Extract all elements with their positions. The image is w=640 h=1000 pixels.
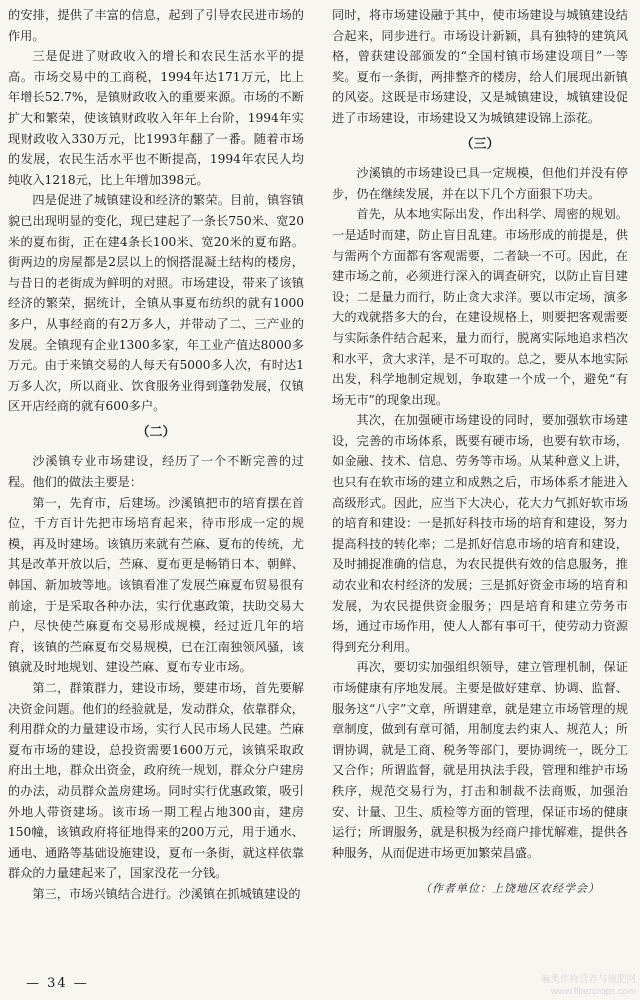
paragraph: 首先，从本地实际出发，作出科学、周密的规划。一是适时而建，防止盲目乱建。市场形成的前提是，供与需两个方面都有客观需要，二者缺一不可。因此，在建市场之前，必须进行深入的调查研究，以防止盲目建设；二是量力而行，防止贪大求洋。要以市定场，演多大的戏就搭多大的台，在建设规格上，则要把客观需要与实际条件结合起来，量力而行，脱离实际地追求档次和水平，贪大求洋，是不可取的。总之，要从本地实际出发，科学地制定规划，争取建一个成一个，避免“有场无市”的现象出现。 bbox=[332, 207, 628, 407]
section-heading: （二） bbox=[136, 424, 176, 440]
watermark-title: 麻类作物营养与施肥网 bbox=[540, 974, 636, 985]
paragraph: 沙溪镇的市场建设已具一定规模，但他们并没有停步，仍在继续发展，并在以下几个方面狠下功夫。 bbox=[332, 166, 628, 201]
watermark bbox=[541, 974, 636, 998]
section-heading: （三） bbox=[460, 136, 500, 152]
paragraph: 第二，群策群力，建设市场，要建市场，首先要解决资金问题。他们的经验就是，发动群众，依靠群众，利用群众的力量建设市场，实行人民市场人民建。苎麻夏布市场的建设，总投资需要1600万元，该镇采取政府出土地，群众出资金，政府统一规划，群众分户建房的办法，动员群众盖房建场。同时实行优惠政策，吸引外地人带资建场。该市场一期工程占地300亩，建房150幢，该镇政府将征地得来的200万元，用于通水、通电、通路等基础设施建设，夏布一条街，就这样依靠群众的力量建起来了，国家没花一分钱。 bbox=[8, 681, 304, 881]
right-column bbox=[332, 5, 628, 863]
paragraph: 四是促进了城镇建设和经济的繁荣。目前，镇容镇貌已出现明显的变化，现已建起了一条长750米、宽20米的夏布街，正在建4条长100米、宽20米的夏布路。街两边的房屋都是2层以上的悯搭混凝土结构的楼房，与昔日的老街成为鲜明的对照。市场建设，带来了该镇经济的繁荣，据统计，全镇从事夏布纺织的就有1000多户，从事经商的有2万多人，并带动了二、三产业的发展。全镇现有企业1300多家，年工业产值达8000多万元。由于来镇交易的人每天有5000多人次，有时达1万多人次，所以商业、饮食服务业得到蓬勃发展，仅镇区开店经商的就有600多户。 bbox=[8, 193, 304, 414]
author-affiliation: （作者单位：上饶地区农经学会） bbox=[420, 882, 600, 895]
paragraph: 三是促进了财政收入的增长和农民生活水平的提高。市场交易中的工商税，1994年达171万元，比上年增长52.7%，是镇财政收入的重要来源。市场的不断扩大和繁荣，使该镇财政收入年年上台阶，1994年实现财政收入330万元，比1993年翻了一番。随着市场的发展，农民生活水平也不断提高，1994年农民人均纯收入1218元，比上年增加398元。 bbox=[8, 49, 304, 187]
paragraph: 第三，市场兴镇结合进行。沙溪镇在抓城镇建设的 bbox=[32, 886, 301, 901]
paragraph: 第一，先育市，后建场。沙溪镇把市的培育摆在首位，千方百计先把市场培育起来，待市形成一定的规模，再及时建场。该镇历来就有苎麻、夏布的传统，尤其是改革开放以后，苎麻、夏布更是畅销日本、朝鲜、韩国、新加坡等地。该镇看准了发展苎麻夏布贸易很有前途，于是采取各种办法，实行优惠政策，扶助交易大户，尽快使苎麻夏布交易形成规模，经过近几年的培育，该镇的苎麻夏布交易规模，已在江南独领风骚，该镇就及时地规划、建设苎麻、夏布专业市场。 bbox=[8, 495, 304, 675]
paragraph: 同时，将市场建设融于其中，使市场建设与城镇建设结合起来，同步进行。市场设计新颖，具有独特的建筑风格，曾获建设部颁发的“全国村镇市场建设项目”一等奖。夏布一条街，两排整齐的楼房，给人们展现出新镇的风姿。这既是市场建设，又是城镇建设，城镇建设促进了市场建设，市场建设又为城镇建设锦上添花。 bbox=[332, 8, 628, 125]
watermark-url: www.fibercrops.com bbox=[551, 986, 636, 997]
paragraph: 的安排，提供了丰富的信息，起到了引导农民进市场的作用。 bbox=[8, 8, 304, 43]
page-number: — 34 — bbox=[26, 976, 89, 991]
paragraph: 其次，在加强硬市场建设的同时，要加强软市场建设，完善的市场体系，既要有硬市场，也要有软市场，如金融、技术、信息、劳务等市场。从某种意义上讲，也只有在软市场的建立和成熟之后，市场体系才能进入高级形式。因此，应当下大决心，花大力气抓好软市场的培育和建设：一是抓好科技市场的培育和建设，努力提高科技的转化率；二是抓好信息市场的培育和建设，及时捕捉准确的信息，为农民提供有效的信息服务，推动农业和农村经济的发展；三是抓好资金市场的培育和发展，为农民提供资金服务；四是培育和建立劳务市场，通过市场作用，使人人都有事可干，使劳动力资源得到充分利用。 bbox=[332, 413, 628, 654]
left-column bbox=[8, 5, 304, 905]
paragraph: 沙溪镇专业市场建设，经历了一个不断完善的过程。他们的做法主要是： bbox=[8, 454, 304, 490]
paragraph: 再次，要切实加强组织领导，建立管理机制，保证市场健康有序地发展。主要是做好建章、协调、监督、服务这“八字”文章，所谓建章，就是建立市场管理的规章制度，做到有章可循，用制度去约束人、规范人；所谓协调，就是工商、税务等部门，要协调统一，既分工又合作；所谓监督，就是用执法手段，管理和维护市场秩序，规范交易行为，打击和制裁不法商贩，加强治安、计量、卫生、质检等方面的管理，保证市场的健康运行；所谓服务，就是积极为经商户排忧解难，提供各种服务，从而促进市场更加繁荣昌盛。 bbox=[332, 660, 628, 860]
